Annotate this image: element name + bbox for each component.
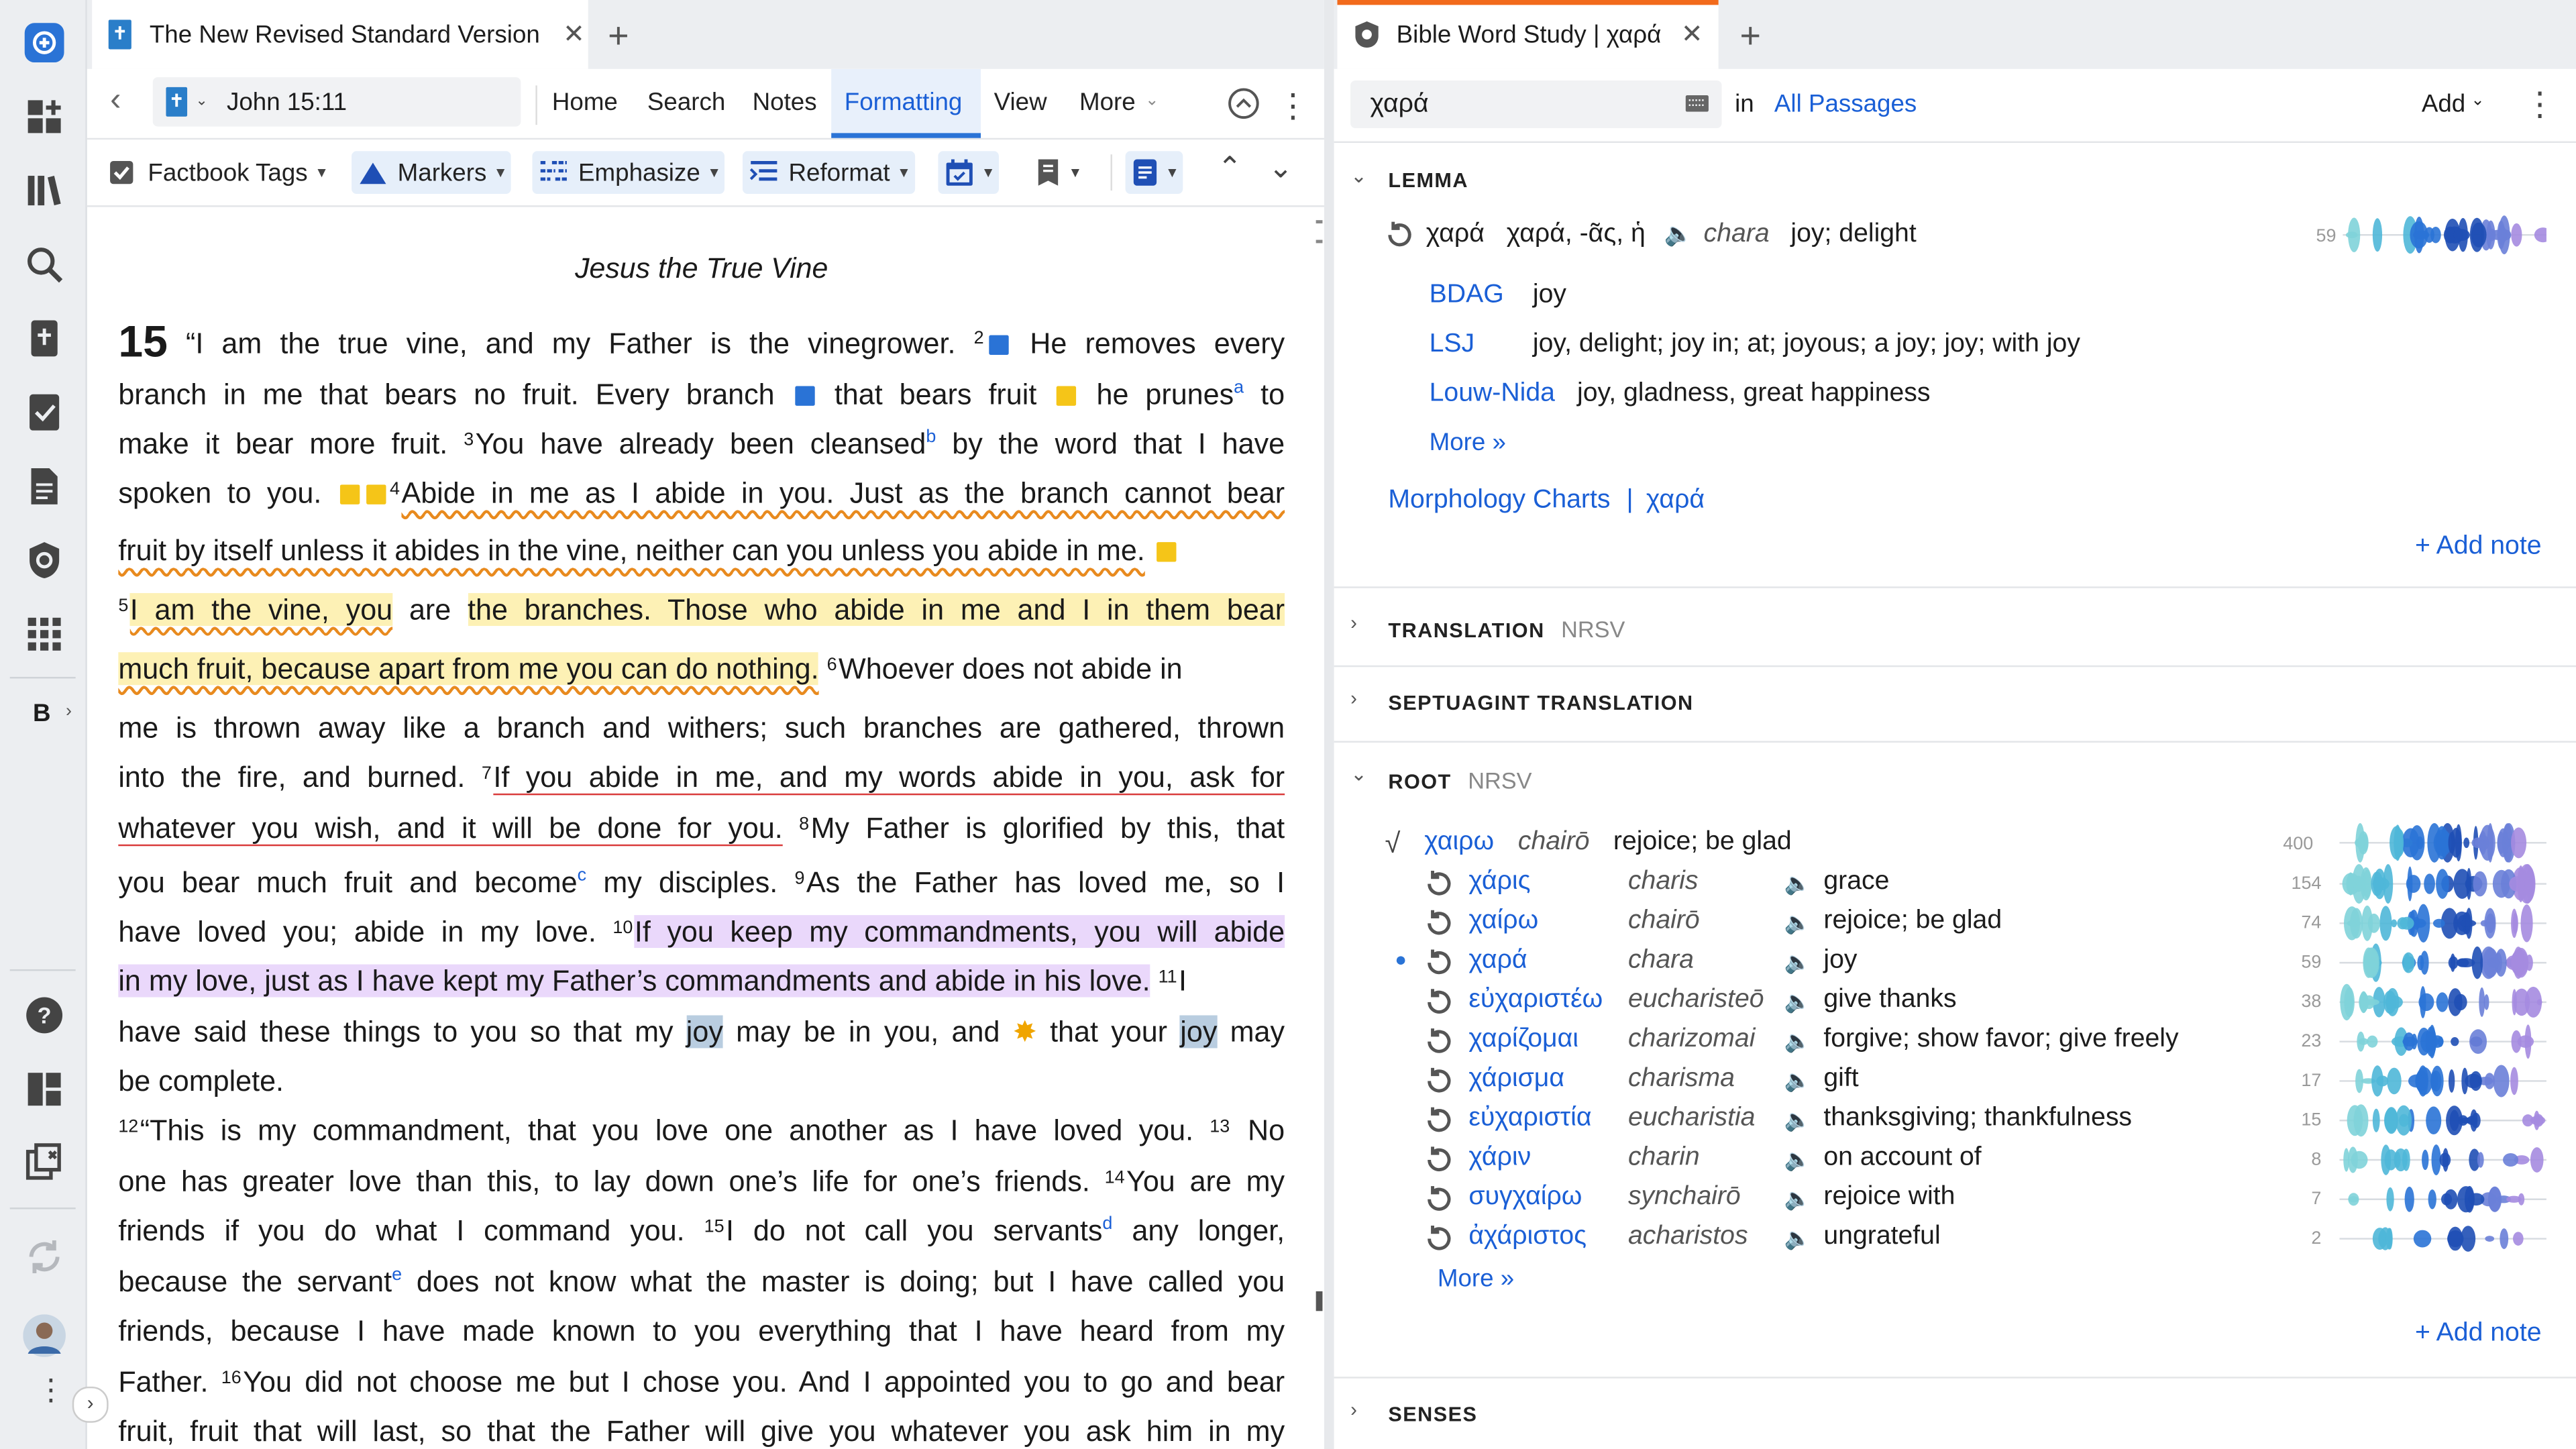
lemma-translit: chara [1703, 220, 1770, 248]
speaker-icon[interactable]: 🔈 [1664, 220, 1693, 247]
export-icon[interactable] [23, 1140, 66, 1183]
root-item-count: 7 [2311, 1189, 2322, 1210]
speaker-icon[interactable]: 🔈 [1784, 1028, 1811, 1053]
root-translit: chairō [1517, 828, 1590, 856]
new-tab-icon[interactable]: + [1739, 15, 1761, 56]
section-heading: Jesus the True Vine [575, 251, 828, 284]
chevron-right-icon[interactable]: › [1350, 1398, 1357, 1421]
morph-word-link[interactable]: χαρά [1646, 486, 1705, 515]
refresh-icon[interactable] [1424, 1066, 1454, 1104]
layout-icon[interactable] [23, 1068, 66, 1111]
chevron-down-icon[interactable]: ⌄ [195, 92, 208, 109]
frequency-sparkline [2339, 1099, 2546, 1142]
root-item-count: 59 [2301, 953, 2322, 973]
root-item-word[interactable]: χάριν [1468, 1143, 1532, 1172]
root-title: ROOT [1388, 770, 1452, 794]
speaker-icon[interactable]: 🔈 [1784, 989, 1811, 1014]
text-line: 15 “I am the true vine, and my Father is the vinegrower. $^2$ He removes every [118, 317, 1285, 367]
text-line: Father. $^{16}$ You did not choose me but I chose you. And I appointed you to go and bear [118, 1365, 1285, 1399]
note-marker[interactable] [989, 335, 1008, 355]
frequency-sparkline [2339, 822, 2546, 868]
speaker-icon[interactable]: 🔈 [1784, 1186, 1811, 1211]
root-item-count: 2 [2311, 1228, 2322, 1249]
root-item-gloss: rejoice with [1823, 1183, 1955, 1211]
chevron-down-icon[interactable]: ⌄ [1350, 762, 1367, 786]
root-item-word[interactable]: χάρισμα [1468, 1064, 1564, 1093]
emphasize-button[interactable]: Emphasize ▾ [532, 151, 724, 194]
marker-triangle-icon [358, 160, 388, 185]
text-line: friends, because I have made known to you everything that I have heard from my [118, 1314, 1285, 1348]
panel-menu-icon[interactable]: ⋮ [1276, 89, 1309, 125]
chevron-down-icon[interactable]: ⌄ [1268, 151, 1293, 184]
root-item-word[interactable]: χαρά [1468, 946, 1527, 975]
frequency-sparkline [2339, 902, 2546, 945]
lexicon-def: joy [1532, 280, 1567, 309]
text-line: fruit by itself unless it abides in the vine, neither can you unless you abide in me. [118, 529, 1285, 572]
lemma-gloss: joy; delight [1790, 220, 1917, 248]
factbook-label: Factbook Tags [148, 158, 308, 186]
note-marker[interactable] [367, 485, 386, 504]
morphology-charts-link[interactable]: Morphology Charts [1388, 486, 1611, 515]
lemma-word: χαρά [1426, 220, 1485, 248]
text-line: friends if you do what I command you. $^{15}$ I do not call you servants$^d$ any longer, [118, 1214, 1285, 1247]
senses-header[interactable]: SENSES [1388, 1403, 1478, 1426]
chevron-right-icon[interactable]: › [1350, 686, 1357, 710]
frequency-sparkline [2339, 863, 2546, 906]
lemma-form: χαρά, -ᾶς, ἡ [1506, 220, 1646, 248]
text-line: spoken to you. $^4$ Abide in me as I abide in you. Just as the branch cannot bear [118, 476, 1285, 510]
shield-icon[interactable] [23, 539, 66, 582]
root-item-translit: eucharistia [1627, 1104, 1756, 1132]
text-line: much fruit, because apart from me you can do nothing. $^6$ Whoever does not abide in [118, 652, 1183, 686]
root-item-translit: eucharisteō [1627, 985, 1764, 1014]
keyboard-icon[interactable] [1686, 95, 1709, 111]
svg-text:?: ? [37, 1003, 52, 1029]
tab-bible[interactable] [92, 0, 588, 69]
speaker-icon[interactable]: 🔈 [1784, 870, 1811, 896]
checklist-icon[interactable] [23, 391, 66, 434]
calendar-icon [945, 158, 974, 187]
root-item-word[interactable]: ἀχάριστος [1468, 1222, 1587, 1250]
root-count: 400 [2283, 835, 2314, 855]
refresh-icon[interactable] [1424, 987, 1454, 1025]
morph-separator: | [1626, 486, 1633, 515]
notes-layout-button[interactable]: ▾ [1035, 151, 1079, 194]
text-line: into the fire, and burned. $^7$ If you abide in me, and my words abide in you, ask for [118, 760, 1285, 794]
search-icon[interactable] [23, 243, 66, 286]
lemma-header[interactable]: LEMMA [1388, 169, 1468, 193]
text-line: $^5$ I am the vine, you are the branches. Those who abide in me and I in them bear [118, 593, 1285, 627]
nav-home[interactable]: Home [551, 89, 618, 117]
sync-icon[interactable] [23, 1236, 66, 1279]
text-line: one has greater love than this, to lay down one’s life for one’s friends. $^{14}$ You are my [118, 1165, 1285, 1198]
root-item-gloss: rejoice; be glad [1823, 906, 2002, 935]
help-icon[interactable] [23, 994, 66, 1037]
refresh-icon[interactable] [1424, 1027, 1454, 1065]
root-item-count: 23 [2301, 1031, 2322, 1052]
root-symbol-icon: √ [1385, 828, 1401, 859]
root-version: NRSV [1468, 767, 1532, 794]
tab-word-study[interactable] [1337, 0, 1718, 69]
emphasize-icon [539, 160, 568, 186]
factbook-tags-button[interactable]: Factbook Tags ▾ [109, 151, 326, 194]
visual-filter-button[interactable]: ▾ [1126, 151, 1183, 194]
more-vertical-icon[interactable]: ⋮ [36, 1373, 66, 1407]
add-note-link[interactable]: + Add note [2415, 1319, 2542, 1348]
frequency-sparkline [2339, 941, 2546, 984]
frequency-sparkline [2339, 981, 2546, 1024]
bible-book-icon [109, 19, 131, 49]
lexicon-link[interactable]: BDAG [1429, 280, 1504, 309]
lexicon-def: joy, delight; joy in; at; joyous; a joy; joy; with joy [1532, 330, 2080, 358]
root-item-gloss: thanksgiving; thankfulness [1823, 1104, 2132, 1132]
chapter-number: 15 [118, 317, 168, 367]
refresh-icon[interactable] [1424, 1224, 1454, 1262]
in-label: in [1735, 90, 1754, 119]
nav-notes[interactable]: Notes [752, 89, 817, 117]
panel-divider[interactable] [1324, 0, 1334, 1449]
chevron-right-icon[interactable]: › [1350, 611, 1357, 635]
lexicon-more-link[interactable]: More » [1429, 429, 1506, 457]
root-gloss: rejoice; be glad [1613, 828, 1792, 856]
root-item-gloss: ungrateful [1823, 1222, 1941, 1250]
chevron-down-icon[interactable]: ⌄ [2471, 92, 2485, 111]
refresh-icon[interactable] [1424, 908, 1454, 946]
back-icon[interactable]: ‹ [110, 82, 121, 119]
note-marker[interactable] [1057, 386, 1076, 406]
text-line: whatever you wish, and it will be done for you. $^8$ My Father is glorified by this, that [118, 811, 1285, 845]
note-marker[interactable] [1157, 543, 1176, 562]
add-menu-button[interactable]: Add [2421, 90, 2466, 119]
frequency-sparkline [2339, 1178, 2546, 1221]
text-line: branch in me that bears no fruit. Every branch that bears fruit he prunes$^a$ to [118, 378, 1285, 411]
chevron-down-icon: ⌄ [1144, 92, 1159, 111]
note-marker[interactable] [341, 485, 360, 504]
root-more-link[interactable]: More » [1437, 1265, 1515, 1293]
text-line: you bear much fruit and become$^c$ my disciples. $^9$ As the Father has loved me, so I [118, 865, 1285, 899]
refresh-icon[interactable] [1424, 869, 1454, 907]
speaker-icon[interactable]: 🔈 [1784, 910, 1811, 935]
markers-label: Markers [397, 158, 487, 186]
root-item-count: 17 [2301, 1071, 2322, 1091]
rail-b-label[interactable]: B [32, 700, 51, 728]
text-line: have loved you; abide in my love. $^{10}$ If you keep my commandments, you will abide [118, 915, 1285, 949]
bible-book-icon [166, 87, 187, 117]
note-marker[interactable] [795, 386, 814, 406]
translation-version: NRSV [1561, 616, 1625, 643]
markers-button[interactable]: Markers ▾ [352, 151, 511, 194]
nav-search[interactable]: Search [647, 89, 726, 117]
speaker-icon[interactable]: 🔈 [1784, 949, 1811, 975]
reformat-label: Reformat [788, 158, 890, 186]
frequency-sparkline [2339, 1020, 2546, 1063]
root-item-count: 154 [2291, 873, 2322, 894]
root-item-count: 15 [2301, 1110, 2322, 1130]
root-item-count: 74 [2301, 913, 2322, 934]
calendar-button[interactable]: ▾ [938, 151, 999, 194]
emphasize-label: Emphasize [578, 158, 700, 186]
root-item-translit: charin [1627, 1143, 1700, 1172]
reformat-icon [749, 160, 779, 186]
root-item-word[interactable]: εὐχαριστέω [1468, 985, 1603, 1014]
root-item-count: 8 [2311, 1150, 2322, 1170]
speaker-icon[interactable]: 🔈 [1784, 1107, 1811, 1132]
close-icon[interactable]: ✕ [1680, 21, 1703, 50]
dashboard-icon[interactable] [23, 95, 66, 138]
root-item-word[interactable]: εὐχαριστία [1468, 1104, 1592, 1132]
selected-dot-icon: ● [1395, 948, 1407, 971]
root-item-gloss: grace [1823, 867, 1890, 896]
frequency-sparkline [2339, 1218, 2546, 1260]
translation-header[interactable] [1388, 616, 1625, 642]
tab-title: Bible Word Study | χαρά [1396, 20, 1662, 49]
tab-title: The New Revised Standard Version [149, 20, 540, 49]
root-item-gloss: on account of [1823, 1143, 1982, 1172]
expand-rail-button[interactable]: › [72, 1387, 109, 1423]
reference-box[interactable] [153, 77, 521, 126]
text-line: because the servant$^e$ does not know what the master is doing; but I have called you [118, 1265, 1285, 1298]
search-input[interactable] [1350, 80, 1721, 128]
nav-formatting[interactable]: Formatting [844, 89, 963, 117]
note-page-icon [1035, 158, 1061, 187]
nav-more[interactable]: More [1079, 89, 1136, 117]
speaker-icon[interactable]: 🔈 [1784, 1146, 1811, 1172]
nav-view[interactable]: View [994, 89, 1047, 117]
chevron-right-icon[interactable]: › [65, 701, 72, 722]
speaker-icon[interactable]: 🔈 [1784, 1067, 1811, 1093]
text-line: have said these things to you so that my joy may be in you, and ✸ that your joy may [118, 1015, 1285, 1049]
text-line: me is thrown away like a branch and withers; such branches are gathered, thrown [118, 711, 1285, 745]
root-item-gloss: give thanks [1823, 985, 1957, 1014]
root-item-gloss: forgive; show favor; give freely [1823, 1025, 2179, 1053]
text-line: $^{12}$ “This is my commandment, that you love one another as I have loved you. $^{13}$ No [118, 1114, 1285, 1147]
root-item-count: 38 [2301, 992, 2322, 1012]
root-item-translit: charizomai [1627, 1025, 1756, 1053]
text-line: fruit, fruit that will last, so that the Father will give you whatever you ask him in my [118, 1414, 1285, 1448]
root-item-translit: charisma [1627, 1064, 1735, 1093]
root-item-word[interactable]: χαίρω [1468, 906, 1539, 935]
root-item-translit: acharistos [1627, 1222, 1748, 1250]
root-header[interactable] [1388, 767, 1532, 794]
root-item-translit: synchairō [1627, 1183, 1741, 1211]
close-icon[interactable]: ✕ [563, 21, 585, 50]
refresh-icon[interactable] [1424, 1185, 1454, 1222]
reference-input[interactable]: John 15:11 [226, 89, 347, 117]
root-word[interactable]: χαιρω [1424, 828, 1495, 856]
root-item-word[interactable]: χάρις [1468, 867, 1531, 896]
text-line: in my love, just as I have kept my Father’s commandments and abide in his love. $^{11}$ I [118, 964, 1187, 998]
lexicon-def: joy, gladness, great happiness [1577, 379, 1931, 408]
chevron-down-icon[interactable]: ⌄ [1350, 164, 1367, 188]
word-study-icon [1354, 19, 1380, 49]
add-panel-icon[interactable] [23, 21, 66, 64]
sync-link-icon[interactable] [1227, 87, 1260, 120]
root-item-gloss: gift [1823, 1064, 1859, 1093]
app-rail [0, 0, 94, 1449]
lexicon-link[interactable]: LSJ [1429, 330, 1475, 358]
avatar[interactable] [23, 1314, 66, 1357]
speaker-icon[interactable]: 🔈 [1784, 1225, 1811, 1250]
tag-check-icon [109, 160, 135, 186]
text-line: be complete. [118, 1064, 284, 1097]
filter-page-icon [1132, 158, 1158, 187]
chevron-up-icon[interactable]: ⌃ [1217, 151, 1242, 184]
frequency-sparkline [2343, 213, 2546, 260]
root-item-word[interactable]: συγχαίρω [1468, 1183, 1582, 1211]
lexicon-link[interactable]: Louw-Nida [1429, 379, 1555, 408]
apps-icon[interactable] [23, 612, 66, 655]
frequency-sparkline [2339, 1060, 2546, 1103]
root-item-translit: chairō [1627, 906, 1700, 935]
reformat-button[interactable]: Reformat ▾ [743, 151, 914, 194]
refresh-icon[interactable] [1424, 948, 1454, 985]
refresh-icon[interactable] [1385, 220, 1415, 250]
root-item-translit: chara [1627, 946, 1694, 975]
root-item-translit: charis [1627, 867, 1699, 896]
root-item-gloss: joy [1823, 946, 1858, 975]
scope-link[interactable]: All Passages [1774, 90, 1917, 119]
refresh-icon[interactable] [1424, 1145, 1454, 1183]
bible-icon[interactable] [23, 317, 66, 360]
search-value[interactable]: χαρά [1370, 90, 1429, 119]
panel-menu-icon[interactable]: ⋮ [2523, 87, 2557, 123]
root-item-word[interactable]: χαρίζομαι [1468, 1025, 1578, 1053]
translation-title: TRANSLATION [1388, 619, 1545, 643]
library-icon[interactable] [23, 169, 66, 212]
septuagint-header[interactable]: SEPTUAGINT TRANSLATION [1388, 692, 1694, 715]
frequency-sparkline [2339, 1138, 2546, 1181]
add-note-link[interactable]: + Add note [2415, 532, 2542, 561]
document-icon[interactable] [23, 465, 66, 508]
lemma-count: 59 [2316, 226, 2337, 247]
new-tab-icon[interactable]: + [608, 15, 629, 56]
refresh-icon[interactable] [1424, 1106, 1454, 1143]
text-line: make it bear more fruit. $^3$ You have already been cleansed$^b$ by the word that I have [118, 427, 1285, 460]
